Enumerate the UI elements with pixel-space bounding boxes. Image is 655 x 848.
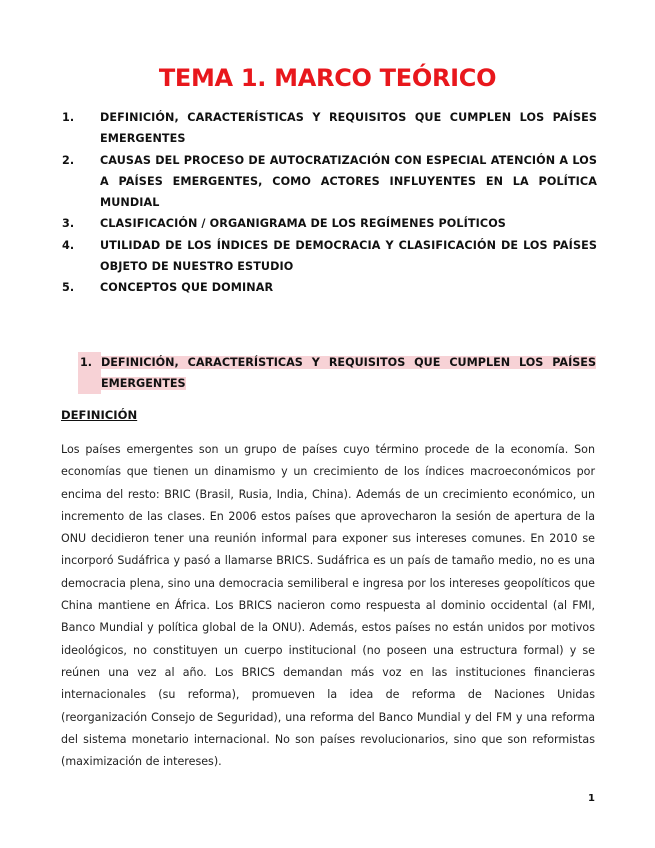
toc-item-number: 1.	[62, 111, 75, 124]
toc-item-text: CLASIFICACIÓN / ORGANIGRAMA DE LOS REGÍMENES POLÍTICOS	[100, 217, 506, 231]
document-title: TEMA 1. MARCO TEÓRICO	[158, 64, 497, 92]
toc-item	[62, 213, 597, 234]
section-heading	[78, 352, 596, 394]
table-of-contents	[62, 107, 597, 299]
page-number: 1	[588, 793, 595, 804]
toc-item-number: 3.	[62, 217, 75, 231]
section-heading-text-wrap	[101, 352, 596, 394]
section-heading-number: 1.	[78, 352, 101, 394]
toc-item-text: CONCEPTOS QUE DOMINAR	[100, 281, 274, 295]
toc-item-text: CAUSAS DEL PROCESO DE AUTOCRATIZACIÓN CON ESPECIAL ATENCIÓN A LOS A PAÍSES EMERGENTES, COMO ACTORES INFLUYENTES EN LA POLÍTICA MUNDIAL	[100, 153, 597, 210]
toc-item	[62, 277, 597, 298]
toc-item-text: DEFINICIÓN, CARACTERÍSTICAS Y REQUISITOS QUE CUMPLEN LOS PAÍSES EMERGENTES	[100, 111, 597, 146]
toc-item-number: 2.	[62, 153, 75, 167]
toc-item	[62, 107, 597, 150]
section-heading-text: DEFINICIÓN, CARACTERÍSTICAS Y REQUISITOS QUE CUMPLEN LOS PAÍSES EMERGENTES	[101, 356, 596, 390]
toc-item	[62, 235, 597, 278]
toc-item-number: 4.	[62, 238, 75, 252]
subheading-definicion: DEFINICIÓN	[61, 408, 138, 422]
toc-item-number: 5.	[62, 281, 75, 295]
toc-item-text: UTILIDAD DE LOS ÍNDICES DE DEMOCRACIA Y CLASIFICACIÓN DE LOS PAÍSES OBJETO DE NUESTRO ESTUDIO	[100, 238, 597, 274]
body-paragraph: Los países emergentes son un grupo de países cuyo término procede de la economía. Son economías que tienen un dinamismo y un crecimiento de los índices macroeconómicos por encima del resto: BRIC (Brasil, Rusia, India, China). Además de un crecimiento económico, un incremento de las clases. En 2006 estos países que aprovecharon la sesión de apertura de la ONU decidieron tener una reunión informal para exponer sus intereses comunes. En 2010 se incorporó Sudáfrica y pasó a llamarse BRICS. Sudáfrica es un país de tamaño medio, no es una democracia plena, sino una democracia semiliberal e ingresa por los intereses geopolíticos que China mantiene en África. Los BRICS nacieron como respuesta al dominio occidental (al FMI, Banco Mundial y política global de la ONU). Además, estos países no están unidos por motivos ideológicos, no constituyen un cuerpo institucional (no poseen una estructura formal) y se reúnen una vez al año. Los BRICS demandan más voz en las instituciones financieras internacionales (su reforma), promueven la idea de reforma de Naciones Unidas (reorganización Consejo de Seguridad), una reforma del Banco Mundial y del FM y una reforma del sistema monetario internacional. No son países revolucionarios, sino que son reformistas (maximización de intereses).	[61, 443, 595, 769]
toc-item	[62, 150, 597, 214]
